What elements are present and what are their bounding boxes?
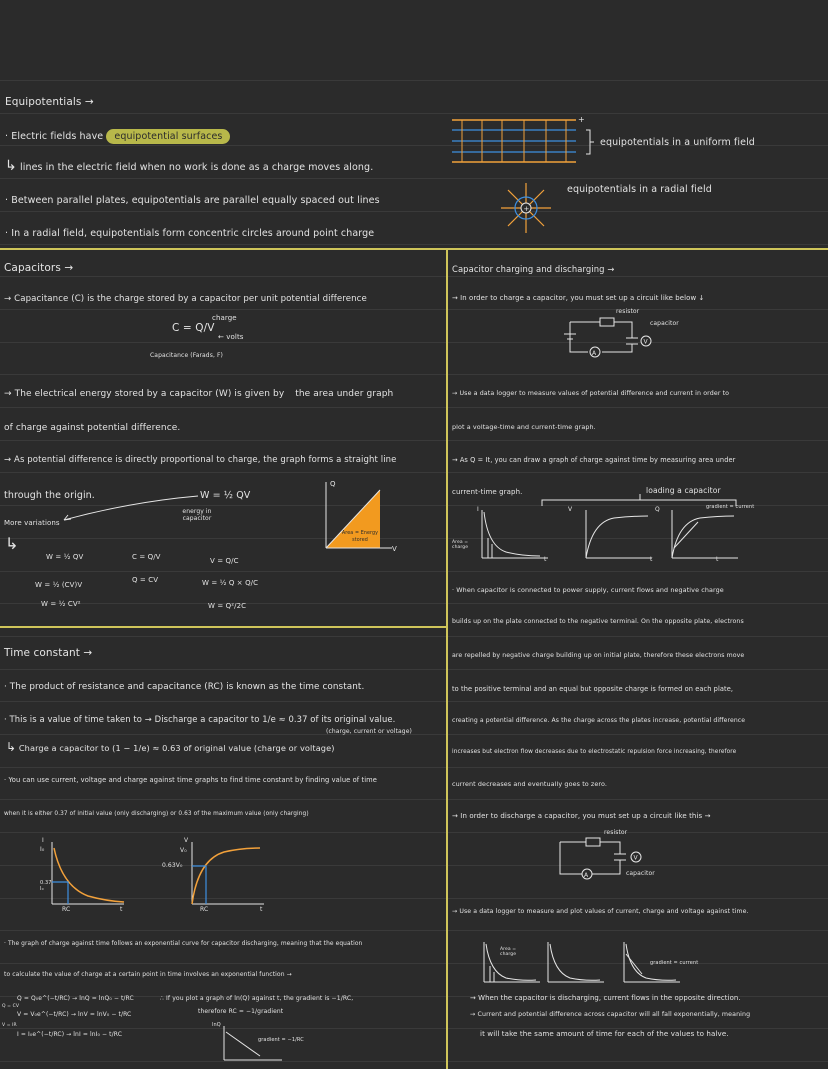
divider-vertical (446, 248, 448, 1069)
ruled-line (0, 636, 828, 637)
equip-line2-text: lines in the electric field when no work is done as a charge moves along. (19, 162, 374, 173)
ruled-line (0, 669, 828, 670)
ch-loading: loading a capacitor (646, 486, 721, 495)
ch-p1: → In order to charge a capacitor, you must set up a circuit like below ↓ (452, 294, 705, 302)
dis-resistor-label: resistor (604, 829, 628, 836)
uniform-label: equipotentials in a uniform field (600, 137, 755, 148)
energy-in-capacitor: energy in capacitor (182, 508, 212, 522)
tc-g2-v: V (184, 837, 189, 844)
divider-left-mid (0, 626, 447, 628)
lnq-graph (218, 1024, 288, 1064)
ruled-line (0, 1061, 828, 1062)
ruled-line (0, 244, 828, 245)
tc-g1-y: I (42, 837, 44, 844)
eq-w3: W = ½ CV² (41, 600, 81, 608)
ch-current-graph (474, 508, 554, 564)
tc-p4: · You can use current, voltage and charge against time graphs to find time constant by finding value of time (4, 776, 377, 784)
energy-line2: of charge against potential difference. (4, 423, 181, 433)
ruled-line (0, 80, 828, 81)
tc-p6: · The graph of charge against time follows an exponential curve for capacitor discharging, meaning that the equation (4, 941, 363, 947)
ch-grad-current: gradient = current (706, 504, 755, 510)
capacitance-unit: Capacitance (Farads, F) (150, 352, 223, 359)
tc-g2-v0: V₀ (180, 847, 187, 854)
ch-p12: current decreases and eventually goes to zero. (452, 780, 608, 788)
plate-plus-sign: + (578, 115, 585, 124)
lnq-gradient: gradient = −1/RC (258, 1037, 304, 1043)
tc-p5: when it is either 0.37 of initial value (only discharging) or 0.63 of the maximum value (only charging) (4, 811, 309, 817)
energy-line1 (4, 389, 393, 399)
charge-label: charge (212, 314, 237, 322)
ruled-line (0, 309, 828, 310)
tc-e3: I = I₀e^(−t/RC) → lnI = lnI₀ − t/RC (17, 1031, 122, 1038)
tc-current-graph (40, 840, 130, 910)
tc-g1-frac: 0.37 I₀ (40, 880, 52, 892)
tc-g2-rc: RC (200, 906, 209, 913)
graph-v-label: V (392, 545, 397, 553)
ruled-line (0, 276, 828, 277)
uniform-field-diagram (452, 115, 585, 166)
ch-g-v: V (568, 506, 573, 513)
eq-w1: W = ½ QV (46, 553, 84, 561)
ch-g-q: Q (655, 506, 660, 513)
ch-g-t1: t (544, 556, 547, 563)
equip-line3: · Between parallel plates, equipotentials are parallel equally spaced out lines (5, 195, 380, 206)
ch-p17: it will take the same amount of time for each of the values to halve. (480, 1029, 729, 1038)
eq-qcv: Q = CV (132, 576, 159, 584)
qv-graph (316, 478, 396, 558)
ch-area-charge: Area = charge (452, 540, 469, 550)
tc-g2-frac: 0.63V₀ (162, 862, 183, 869)
corner-arrow-icon-2: ↳ (5, 534, 19, 553)
ch-p5: current-time graph. (452, 488, 523, 496)
eq-w4: W = ½ Q × Q/C (202, 579, 259, 587)
ruled-line (0, 701, 828, 702)
ch-resistor-label: resistor (616, 308, 640, 315)
graph-q-label: Q (330, 480, 336, 488)
capacitance-formula: C = Q/V (172, 322, 215, 334)
capacitance-def: → Capacitance (C) is the charge stored by a capacitor per unit potential difference (4, 294, 367, 304)
ch-g-t2: t (650, 556, 653, 563)
dis-area-charge: Area = charge (500, 947, 517, 957)
ch-voltage-graph (578, 508, 658, 564)
ch-p8: are repelled by negative charge building up on initial plate, therefore these electrons move (452, 652, 745, 659)
tc-plot1: ∴ If you plot a graph of ln(Q) against t, the gradient is −1/RC, (160, 995, 354, 1002)
tc-e1: Q = Q₀e^(−t/RC) → lnQ = lnQ₀ − t/RC (17, 995, 134, 1002)
ch-p16: → Current and potential difference across capacitor will all fall exponentially, meaning (470, 1011, 751, 1018)
tc-p3 (6, 740, 335, 754)
volts-label: ← volts (218, 333, 244, 341)
svg-text:+: + (523, 205, 530, 213)
tc-g1-rc: RC (62, 906, 71, 913)
ruled-line (0, 113, 828, 114)
dis-capacitor-label: capacitor (626, 870, 655, 877)
ruled-line (0, 407, 828, 408)
tc-p1: · The product of resistance and capacitance (RC) is known as the time constant. (4, 682, 365, 692)
equip-line1-text: · Electric fields have (5, 131, 104, 142)
equipotentials-heading: Equipotentials → (5, 96, 94, 108)
ch-p3: plot a voltage-time and current-time graph. (452, 423, 596, 431)
tc-qcv: Q = CV (2, 1004, 19, 1009)
ch-capacitor-label: capacitor (650, 320, 679, 327)
tc-g1-t: t (120, 906, 123, 913)
ruled-line (0, 472, 828, 473)
tc-voltage-graph (180, 840, 270, 910)
charging-heading: Capacitor charging and discharging → (452, 264, 615, 274)
ch-g-t3: t (716, 556, 719, 563)
ruled-line (0, 963, 828, 964)
ruled-line (0, 440, 828, 441)
ruled-line (0, 832, 828, 833)
ch-g-i: I (477, 506, 479, 513)
ch-p6: · When capacitor is connected to power supply, current flows and negative charge (452, 586, 724, 594)
charging-circuit (560, 308, 660, 364)
dis-ammeter: A (584, 872, 589, 879)
ruled-line (0, 603, 828, 604)
tc-p2-note: (charge, current or voltage) (326, 728, 412, 735)
ruled-line (0, 930, 828, 931)
dis-voltage-graph (540, 940, 610, 988)
ch-p11: increases but electron flow decreases due to electrostatic repulsion force increasing, therefore (452, 749, 737, 755)
more-variations: More variations (4, 519, 60, 527)
ch-p10: creating a potential difference. As the charge across the plates increase, potential difference (452, 717, 746, 724)
lnq-label: lnQ (212, 1022, 221, 1028)
eq-w2: W = ½ (CV)V (35, 581, 83, 589)
tc-g1-i0: I₀ (40, 846, 45, 853)
dis-voltmeter: V (633, 854, 638, 862)
ch-p2: → Use a data logger to measure values of potential difference and current in order to (452, 390, 730, 397)
ruled-line (0, 374, 828, 375)
energy-line1-a: → The electrical energy stored by a capacitor (W) is given by (4, 389, 285, 399)
tc-g2-t: t (260, 906, 263, 913)
tc-vir: V = IR (2, 1023, 17, 1028)
tc-p3-text: Charge a capacitor to (1 − 1/e) ≈ 0.63 of original value (charge or voltage) (18, 743, 335, 753)
radial-field-diagram (498, 180, 558, 240)
ch-p7: builds up on the plate connected to the negative terminal. On the opposite plate, electrons (452, 618, 744, 625)
tc-p2: · This is a value of time taken to → Discharge a capacitor to 1/e ≈ 0.37 of its original value. (4, 714, 396, 724)
ch-p4: → As Q = It, you can draw a graph of charge against time by measuring area under (452, 456, 736, 464)
eq-w5: W = Q²/2C (208, 602, 247, 610)
corner-arrow-icon-3: ↳ (6, 740, 17, 754)
divider-top (0, 248, 828, 250)
ruled-line (0, 571, 828, 572)
dis-grad-current: gradient = current (650, 960, 699, 966)
area-energy-label: Area = Energy stored (341, 531, 379, 543)
ruled-line (0, 767, 828, 768)
tc-plot2: therefore RC = −1/gradient (198, 1008, 284, 1015)
energy-line1-b: the area under graph (295, 389, 394, 399)
ruled-line (0, 342, 828, 343)
ruled-line (0, 211, 828, 212)
eq-c: C = Q/V (132, 553, 161, 561)
eq-vqc: V = Q/C (210, 557, 239, 565)
tc-e2: V = V₀e^(−t/RC) → lnV = lnV₀ − t/RC (17, 1011, 132, 1018)
energy-line4: through the origin. (4, 490, 95, 501)
ruled-line (0, 734, 828, 735)
ch-p14: → Use a data logger to measure and plot values of current, charge and voltage against time. (452, 908, 749, 915)
equip-line4: · In a radial field, equipotentials form concentric circles around point charge (5, 228, 375, 239)
ch-charge-graph (664, 508, 744, 564)
capacitors-heading: Capacitors → (4, 262, 74, 274)
ch-p13: → In order to discharge a capacitor, you must set up a circuit like this → (452, 812, 711, 820)
time-constant-heading: Time constant → (4, 647, 93, 659)
ch-p15: → When the capacitor is discharging, current flows in the opposite direction. (470, 994, 741, 1002)
equip-line2 (5, 158, 373, 174)
radial-label: equipotentials in a radial field (567, 184, 712, 195)
ch-ammeter: A (592, 350, 597, 357)
highlight-equipotential-surfaces: equipotential surfaces (106, 129, 230, 144)
tc-p7: to calculate the value of charge at a certain point in time involves an exponential function → (4, 971, 292, 978)
ch-voltmeter: V (643, 338, 648, 346)
arrow-to-more-variations (60, 494, 210, 524)
equip-line1 (5, 131, 230, 142)
corner-arrow-icon: ↳ (5, 158, 17, 174)
ruled-line (0, 799, 828, 800)
ch-p9: to the positive terminal and an equal but opposite charge is formed on each plate, (452, 685, 734, 693)
ruled-line (0, 178, 828, 179)
energy-line3: → As potential difference is directly proportional to charge, the graph forms a straight line (4, 455, 397, 465)
w-half-qv: W = ½ QV (200, 490, 251, 501)
